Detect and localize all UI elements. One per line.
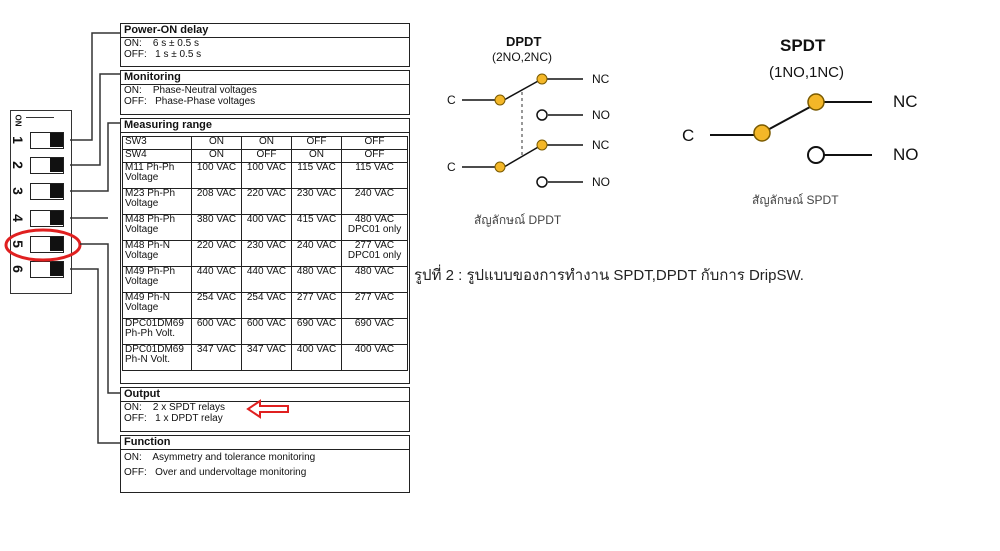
dpdt-c2-contact — [495, 162, 505, 172]
measuring-range-title: Measuring range — [121, 119, 409, 133]
cell-value — [192, 163, 242, 189]
output-on: ON: 2 x SPDT relays — [124, 402, 225, 413]
cell-line: 277 VAC — [354, 240, 395, 251]
spdt-schematic — [690, 85, 890, 175]
spdt-subtitle: (1NO,1NC) — [769, 64, 845, 81]
dpdt-no1-contact — [537, 110, 547, 120]
dpdt-nc1-label: NC — [592, 72, 610, 86]
row-label — [123, 267, 192, 293]
cell-line: OFF — [364, 136, 385, 147]
cell-line: 115 VAC — [297, 162, 336, 173]
row-label-line: Voltage — [125, 224, 159, 235]
row-label-line: Voltage — [125, 276, 159, 287]
cell-line: 277 VAC — [354, 292, 395, 303]
cell-value — [292, 293, 342, 319]
cell-value — [292, 267, 342, 293]
cell-value — [242, 319, 292, 345]
cell-value — [242, 189, 292, 215]
cell-value — [342, 319, 408, 345]
dpdt-no2-contact — [537, 177, 547, 187]
dip-on-label: ON — [13, 114, 23, 127]
row-label-line: Voltage — [125, 172, 159, 183]
cell-value — [242, 293, 292, 319]
row-label — [123, 137, 192, 150]
cell-line: 220 VAC — [196, 240, 237, 251]
cell-value — [192, 150, 242, 163]
cell-line: ON — [209, 136, 224, 147]
cell-value — [192, 189, 242, 215]
cell-line: DPC01 only — [347, 224, 402, 235]
cell-line: OFF — [364, 149, 385, 160]
cell-value — [242, 137, 292, 150]
spdt-caption: สัญลักษณ์ SPDT — [752, 193, 839, 207]
cell-line: 600 VAC — [246, 318, 287, 329]
cell-value — [242, 150, 292, 163]
dip-switch-number: 1 — [9, 136, 26, 144]
row-label — [123, 189, 192, 215]
cell-line: ON — [259, 136, 275, 147]
row-label-line: SW3 — [125, 136, 147, 147]
spdt-c-label: C — [682, 126, 695, 145]
cell-line: OFF — [256, 149, 277, 160]
row-label — [123, 215, 192, 241]
power-on-delay-title: Power-ON delay — [121, 24, 409, 38]
dip-switch-number: 3 — [9, 187, 26, 195]
row-label — [123, 241, 192, 267]
row-label — [123, 345, 192, 371]
table-row — [123, 215, 408, 241]
cell-line: 230 VAC — [296, 188, 337, 199]
cell-line: 208 VAC — [196, 188, 237, 199]
cell-value — [342, 215, 408, 241]
cell-value — [242, 267, 292, 293]
function-title: Function — [121, 436, 409, 450]
cell-value — [192, 267, 242, 293]
table-row — [123, 137, 408, 150]
cell-line: 415 VAC — [296, 214, 337, 225]
cell-line: OFF — [306, 136, 327, 147]
table-row — [123, 241, 408, 267]
cell-line: 480 VAC — [354, 266, 395, 277]
dpdt-nc2-contact — [537, 140, 547, 150]
cell-value — [342, 189, 408, 215]
cell-line: 347 VAC — [246, 344, 287, 355]
cell-line: ON — [309, 149, 325, 160]
cell-value — [342, 241, 408, 267]
cell-line: 347 VAC — [196, 344, 237, 355]
dpdt-title: DPDT — [506, 34, 542, 49]
dpdt-c1-label: C — [447, 93, 456, 107]
monitoring-title: Monitoring — [121, 71, 409, 85]
cell-value — [292, 163, 342, 189]
dpdt-no1-label: NO — [592, 108, 610, 122]
table-row — [123, 293, 408, 319]
figure-caption: รูปที่ 2 : รูปแบบของการทำงาน SPDT,DPDT กับการ DripSW. — [414, 267, 804, 284]
row-label-line: SW4 — [125, 149, 147, 160]
table-row — [123, 163, 408, 189]
cell-value — [292, 189, 342, 215]
spdt-title: SPDT — [780, 36, 826, 55]
cell-line: 100 VAC — [196, 162, 237, 173]
table-row — [123, 319, 408, 345]
dip-switch-number: 4 — [9, 214, 26, 222]
cell-value — [192, 345, 242, 371]
row-label-line: M48 Ph-N — [125, 240, 171, 251]
cell-value — [192, 215, 242, 241]
red-arrow-icon — [246, 399, 292, 419]
row-label-line: Voltage — [125, 198, 159, 209]
cell-line: 440 VAC — [196, 266, 237, 277]
power-on-delay-off: OFF: 1 s ± 0.5 s — [124, 49, 202, 60]
output-title: Output — [121, 388, 409, 402]
cell-value — [342, 163, 408, 189]
dpdt-nc2-label: NC — [592, 138, 610, 152]
cell-line: 220 VAC — [246, 188, 287, 199]
cell-value — [292, 137, 342, 150]
function-on: ON: Asymmetry and tolerance monitoring — [124, 452, 316, 463]
cell-value — [342, 137, 408, 150]
measuring-range-box — [120, 118, 410, 384]
cell-value — [342, 150, 408, 163]
spdt-nc-label: NC — [893, 92, 918, 111]
output-off: OFF: 1 x DPDT relay — [124, 413, 223, 424]
cell-value — [292, 215, 342, 241]
cell-value — [242, 215, 292, 241]
cell-value — [292, 345, 342, 371]
row-label — [123, 319, 192, 345]
row-label-line: M49 Ph-Ph — [125, 266, 176, 277]
table-row — [123, 345, 408, 371]
row-label-line: M48 Ph-Ph — [125, 214, 176, 225]
cell-value — [292, 150, 342, 163]
dpdt-caption: สัญลักษณ์ DPDT — [474, 213, 562, 227]
row-label-line: Ph-Ph Volt. — [125, 328, 176, 339]
cell-value — [192, 293, 242, 319]
power-on-delay-on: ON: 6 s ± 0.5 s — [124, 38, 199, 49]
dip-switch-number: 6 — [9, 265, 26, 273]
monitoring-box — [120, 70, 410, 115]
row-label-line: DPC01DM69 — [125, 344, 184, 355]
dpdt-no2-label: NO — [592, 175, 610, 189]
row-label — [123, 163, 192, 189]
cell-value — [192, 241, 242, 267]
cell-value — [242, 163, 292, 189]
row-label-line: DPC01DM69 — [125, 318, 184, 329]
cell-line: 230 VAC — [246, 240, 287, 251]
cell-value — [192, 137, 242, 150]
spdt-no-contact — [808, 147, 824, 163]
function-off: OFF: Over and undervoltage monitoring — [124, 467, 307, 478]
row-label — [123, 293, 192, 319]
row-label-line: M23 Ph-Ph — [125, 188, 176, 199]
dpdt-nc1-contact — [537, 74, 547, 84]
cell-value — [192, 319, 242, 345]
table-row — [123, 150, 408, 163]
cell-value — [292, 319, 342, 345]
cell-line: 440 VAC — [246, 266, 287, 277]
table-row — [123, 267, 408, 293]
cell-value — [292, 241, 342, 267]
cell-line: 400 VAC — [296, 344, 337, 355]
cell-line: 254 VAC — [196, 292, 237, 303]
row-label — [123, 150, 192, 163]
cell-line: 600 VAC — [196, 318, 237, 329]
function-box — [120, 435, 410, 493]
cell-line: ON — [209, 149, 224, 160]
cell-line: 254 VAC — [246, 292, 287, 303]
spdt-no-label: NO — [893, 145, 919, 164]
cell-line: 100 VAC — [246, 162, 287, 173]
row-label-line: M49 Ph-N — [125, 292, 171, 303]
cell-line: 480 VAC — [296, 266, 337, 277]
cell-line: 380 VAC — [196, 214, 237, 225]
row-label-line: Voltage — [125, 302, 159, 313]
cell-value — [342, 293, 408, 319]
dpdt-subtitle: (2NO,2NC) — [492, 50, 553, 64]
row-label-line: M11 Ph-Ph — [125, 162, 175, 173]
row-label-line: Ph-N Volt. — [125, 354, 171, 365]
dip-switch-number: 5 — [9, 240, 26, 248]
dip-switch-number: 2 — [9, 161, 26, 169]
spdt-c-contact — [754, 125, 770, 141]
row-label-line: Voltage — [125, 250, 159, 261]
cell-line: 115 VAC — [355, 162, 394, 173]
measuring-range-table — [122, 136, 408, 371]
power-on-delay-box — [120, 23, 410, 67]
monitoring-off: OFF: Phase-Phase voltages — [124, 96, 256, 107]
cell-line: 690 VAC — [354, 318, 395, 329]
cell-line: 277 VAC — [296, 292, 337, 303]
table-row — [123, 189, 408, 215]
cell-value — [342, 345, 408, 371]
cell-line: 690 VAC — [296, 318, 337, 329]
dpdt-c1-contact — [495, 95, 505, 105]
dpdt-c2-label: C — [447, 160, 456, 174]
cell-value — [342, 267, 408, 293]
cell-line: DPC01 only — [347, 250, 402, 261]
cell-value — [242, 241, 292, 267]
cell-line: 400 VAC — [246, 214, 287, 225]
cell-line: 400 VAC — [354, 344, 395, 355]
monitoring-on: ON: Phase-Neutral voltages — [124, 85, 257, 96]
connector-lines — [0, 0, 125, 460]
spdt-nc-contact — [808, 94, 824, 110]
cell-value — [242, 345, 292, 371]
cell-line: 240 VAC — [354, 188, 395, 199]
cell-line: 480 VAC — [354, 214, 395, 225]
cell-line: 240 VAC — [296, 240, 337, 251]
